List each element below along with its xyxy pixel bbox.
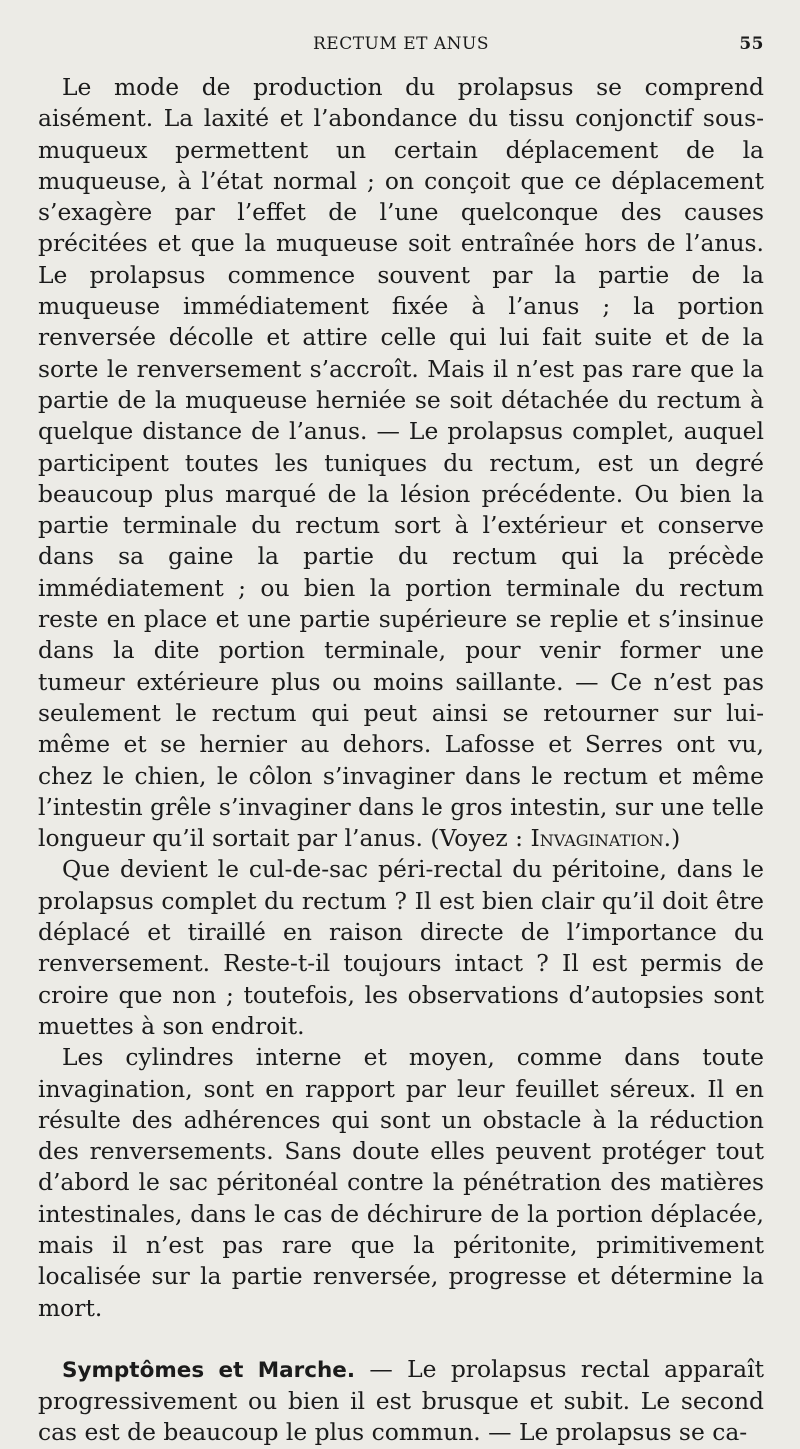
paragraph-peritoneum: Que devient le cul-de-sac péri-rectal du péritoine, dans le prolapsus complet du rectum ? Il est bien clair qu’il doit être déplacé et tiraillé en raison directe de l’importance du renversement. Reste-t-il toujours intact ? Il est permis de croire que non ; toutefois, les observations d’autopsies sont muettes à son endroit. [38,855,764,1040]
cross-reference-close: .) [663,824,681,853]
paragraph-cylinders: Les cylindres interne et moyen, comme dans toute invagination, sont en rapport par leur feuillet séreux. Il en résulte des adhérences qui sont un obstacle à la réduction des renversements. Sans doute elles peuvent protéger tout d’abord le sac péritonéal contre la pénétration des matières intestinales, dans le cas de déchirure de la portion déplacée, mais il n’est pas rare que la péritonite, primitivement localisée sur la partie renversée, progresse et détermine la mort. [38,1043,764,1322]
section-symptomes [38,1354,764,1449]
section-text: — Le prolapsus rectal apparaît progressivement ou bien il est brusque et subit. Le second cas est de beaucoup le plus commun. — Le prolapsus se ca- [38,1354,765,1447]
page-body [38,72,764,1449]
page-header [38,34,764,64]
page-number: 55 [739,34,764,54]
cross-reference: Invagination [530,824,664,853]
paragraph-text: Le mode de production du prolapsus se comprend aisément. La laxité et l’abondance du tissu conjonctif sous-muqueux permettent un certain déplacement de la muqueuse, à l’état normal ; on conçoit que ce déplacement s’exagère par l’effet de l’une quelconque des causes précitées et que la muqueuse soit entraînée hors de l’anus. Le prolapsus commence souvent par la partie de la muqueuse immédiatement fixée à l’anus ; la portion renversée décolle et attire celle qui lui fait suite et de la sorte le renversement s’accroît. Mais il n’est pas rare que la partie de la muqueuse herniée se soit détachée du rectum à quelque distance de l’anus. — Le prolapsus complet, auquel participent toutes les tuniques du rectum, est un degré beaucoup plus marqué de la lésion précédente. Ou bien la partie terminale du rectum sort à l’extérieur et conserve dans sa gaine la partie du rectum qui la précède immédiatement ; ou bien la portion terminale du rectum reste en place et une partie supérieure se replie et s’insinue dans la dite portion terminale, pour venir former une tumeur extérieure plus ou moins saillante. — Ce n’est pas seulement le rectum qui peut ainsi se retourner sur lui-même et se hernier au dehors. Lafosse et Serres ont vu, chez le chien, le côlon s’invaginer dans le rectum et même l’intestin grêle s’invaginer dans le gros intestin, sur une telle longueur qu’il sortait par l’anus. (Voyez : [38,73,764,853]
section-heading: Symptômes et Marche. [62,1357,356,1383]
running-title: RECTUM ET ANUS [313,34,489,54]
paragraph-prolapsus-mechanism [38,72,764,854]
